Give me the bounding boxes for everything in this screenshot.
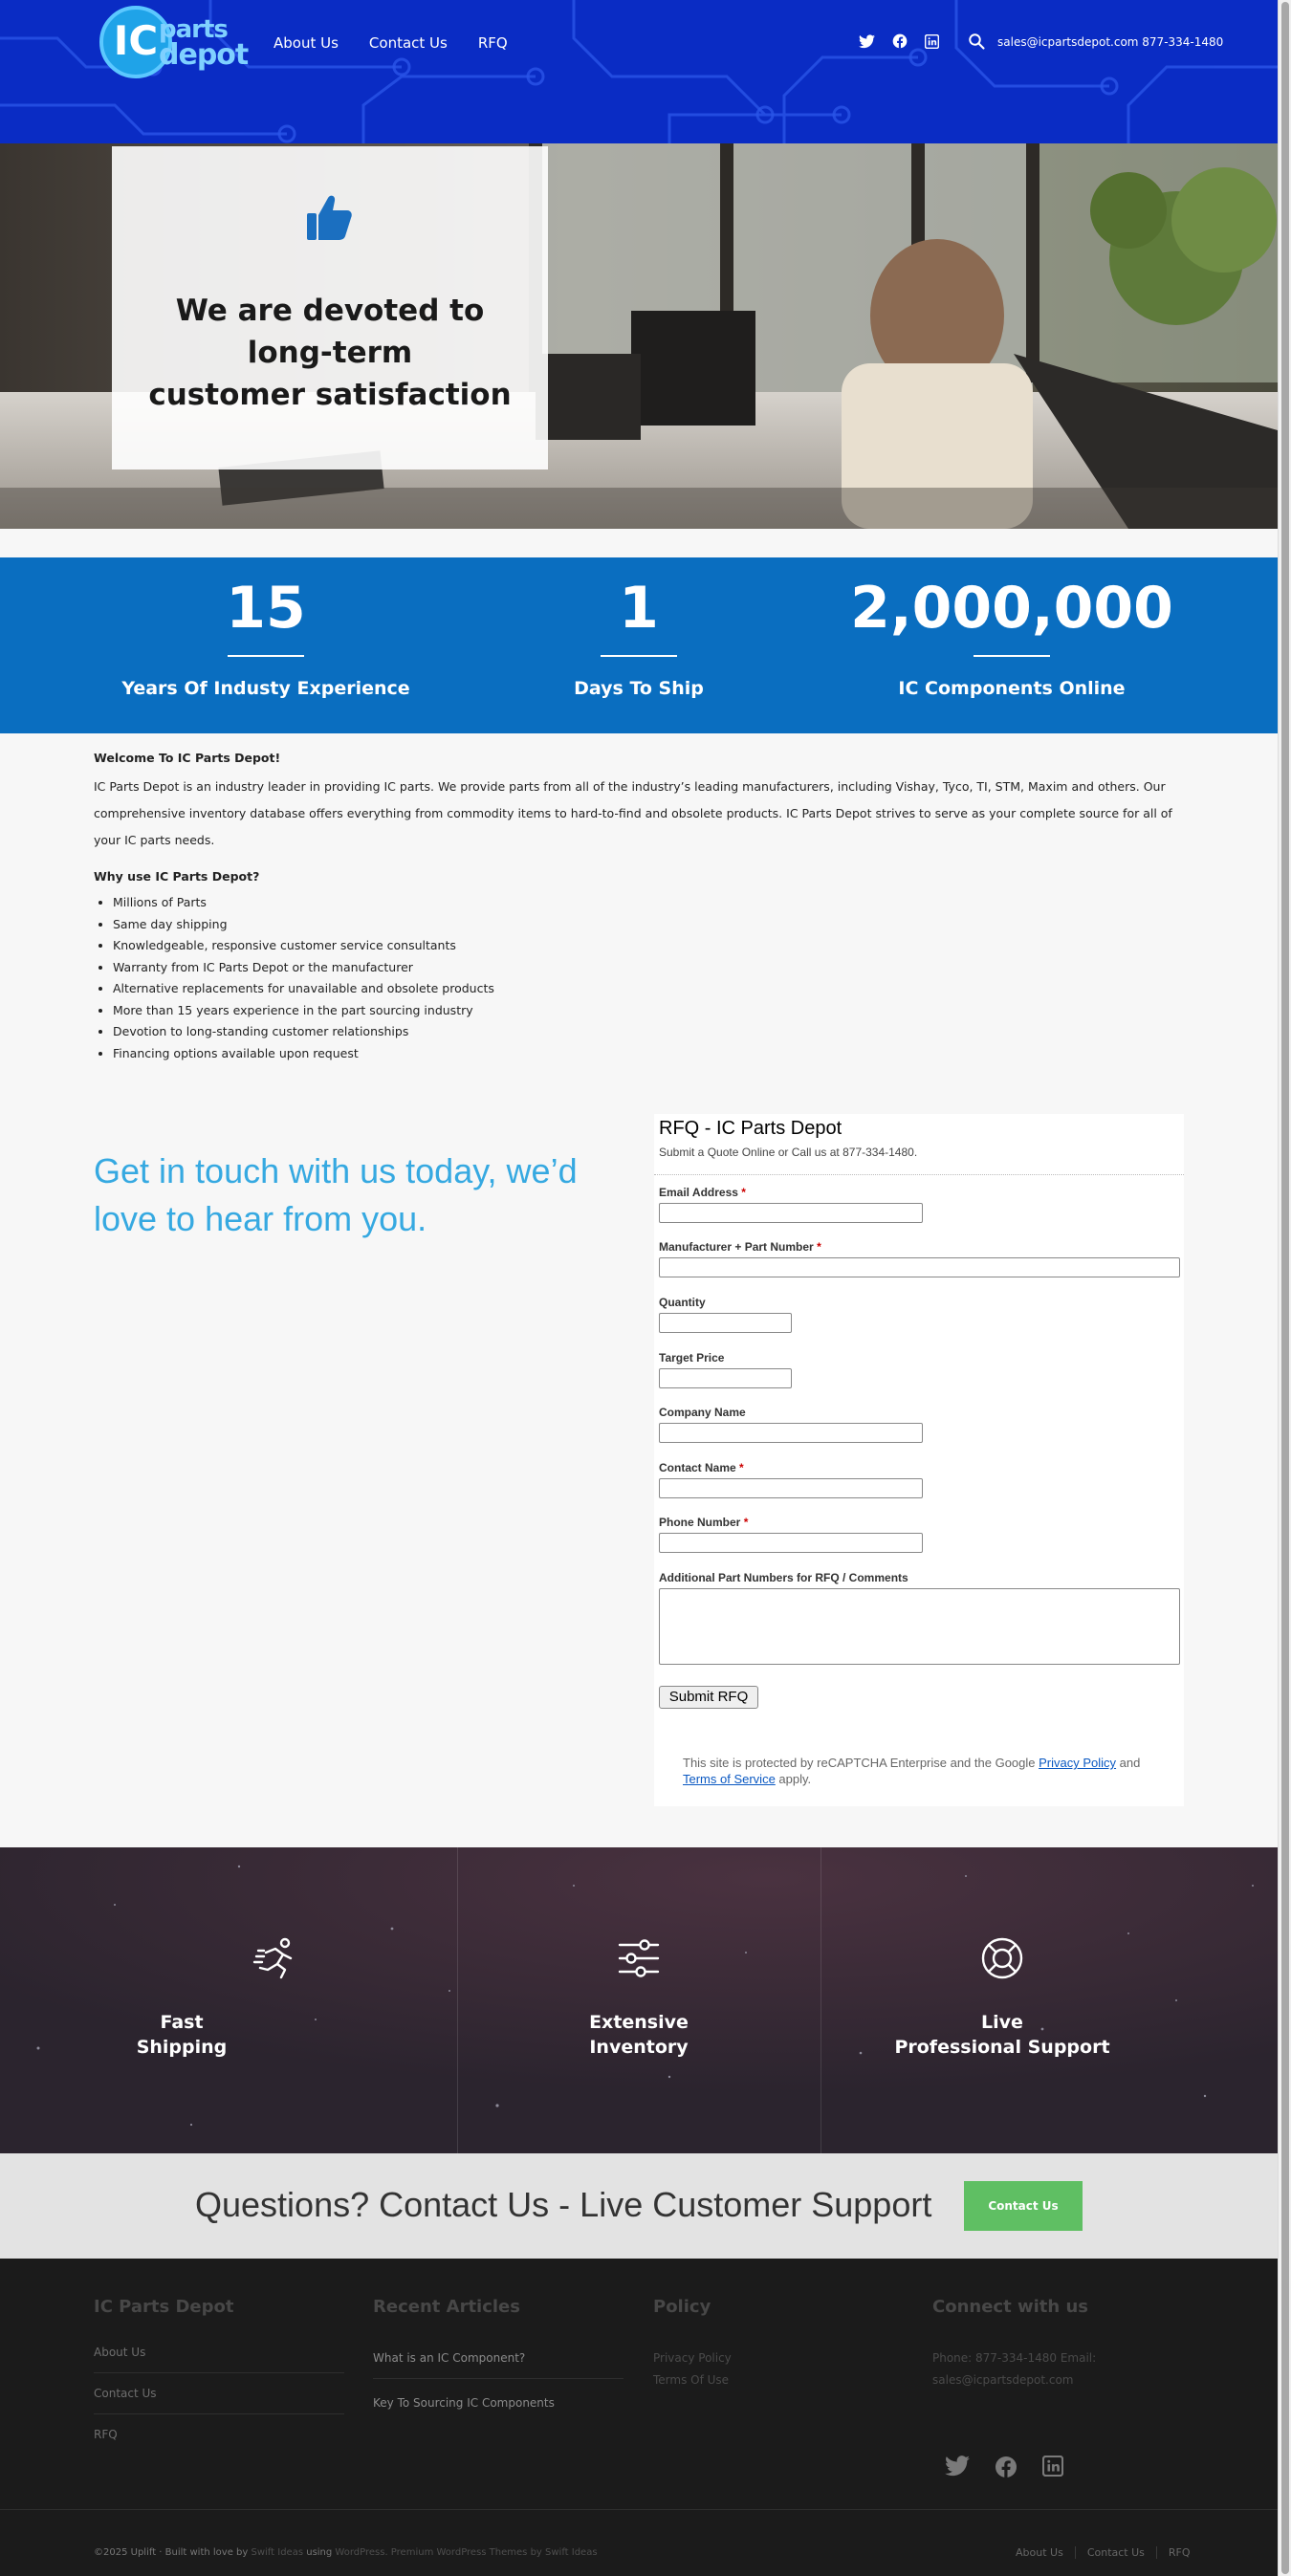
site-footer — [0, 2259, 1278, 2576]
list-item: • Financing options available upon request — [113, 1043, 1184, 1065]
footer-social — [945, 2456, 1063, 2478]
thumbs-up-icon — [305, 192, 353, 242]
submit-rfq-button[interactable]: Submit RFQ — [659, 1686, 758, 1709]
footer-bottom-nav — [1004, 2546, 1202, 2559]
quantity-field — [659, 1296, 792, 1333]
footer-col-connect — [932, 2297, 1183, 2387]
part-number-input[interactable] — [659, 1257, 1180, 1277]
email-field — [659, 1186, 923, 1223]
target-price-field — [659, 1351, 792, 1388]
terms-of-service-link[interactable]: Terms of Service — [683, 1772, 776, 1786]
copyright: ©2025 Uplift · Built with love by Swift Ideas using WordPress. Premium WordPress Themes by Swift Ideas — [94, 2547, 598, 2558]
list-item: • Alternative replacements for unavailable and obsolete products — [113, 978, 1184, 1000]
footer-divider — [0, 2509, 1278, 2510]
list-item: • Devotion to long-standing customer relationships — [113, 1021, 1184, 1043]
footer-link-contact[interactable]: Contact Us — [94, 2387, 157, 2400]
quantity-input[interactable] — [659, 1313, 792, 1333]
running-person-icon — [252, 1935, 298, 1981]
target-price-input[interactable] — [659, 1368, 792, 1388]
welcome-body: IC Parts Depot is an industry leader in providing IC parts. We provide parts from all of the industry’s leading manufacturers, including Vishay, Tyco, TI, STM, Maxim and others. Our comprehensive inventory database offers everything from commodity items to hard-to-find and obsolete products. IC Parts Depot strives to serve as your complete source for all of your IC parts needs. — [94, 779, 1172, 847]
stat-label: Days To Ship — [574, 678, 704, 699]
stat-components — [821, 557, 1203, 699]
site-header — [0, 0, 1278, 143]
stat-label: IC Components Online — [898, 678, 1126, 699]
hero-line-3: customer satisfaction — [148, 378, 512, 412]
twitter-icon[interactable] — [859, 34, 875, 49]
feature-title: Fast Shipping — [136, 2012, 228, 2058]
contact-headline: Get in touch with us today, we’d love to hear from you. — [94, 1151, 578, 1238]
features-band — [0, 1847, 1278, 2153]
footer-heading: IC Parts Depot — [94, 2297, 234, 2317]
field-label: Company Name — [659, 1406, 746, 1419]
search-icon[interactable] — [968, 33, 985, 50]
footer-nav-rfq[interactable]: RFQ — [1156, 2546, 1202, 2559]
footer-link-about[interactable]: About Us — [94, 2346, 146, 2359]
hero-line-2: long-term — [247, 336, 413, 370]
footer-heading: Connect with us — [932, 2297, 1088, 2317]
main-nav — [274, 34, 508, 52]
twitter-icon[interactable] — [945, 2456, 970, 2477]
stat-days — [448, 557, 830, 699]
nav-about-us[interactable]: About Us — [274, 34, 339, 52]
comments-field — [659, 1571, 1180, 1665]
field-label: Phone Number * — [659, 1516, 749, 1529]
company-name-field — [659, 1406, 923, 1443]
footer-article-link[interactable]: What is an IC Component? — [373, 2351, 526, 2365]
comments-textarea[interactable] — [659, 1588, 1180, 1665]
hero-banner — [0, 143, 1278, 529]
why-heading: Why use IC Parts Depot? — [94, 869, 260, 884]
list-item: • Same day shipping — [113, 914, 1184, 936]
stat-value: 15 — [226, 575, 306, 642]
field-label: Email Address * — [659, 1186, 746, 1199]
footer-col-company — [94, 2297, 344, 2441]
welcome-section — [94, 751, 1184, 1064]
header-icons — [859, 33, 985, 50]
feature-extensive-inventory — [457, 1847, 821, 2153]
footer-col-policy — [653, 2297, 904, 2387]
facebook-icon[interactable] — [995, 2456, 1017, 2478]
page-scrollbar[interactable] — [1278, 0, 1291, 2576]
footer-nav-contact[interactable]: Contact Us — [1075, 2546, 1156, 2559]
field-label: Quantity — [659, 1296, 706, 1309]
field-label: Manufacturer + Part Number * — [659, 1240, 821, 1254]
logo[interactable] — [96, 4, 249, 88]
list-item: • Millions of Parts — [113, 892, 1184, 914]
contact-name-field — [659, 1461, 923, 1498]
stat-divider — [601, 655, 677, 657]
stats-band — [0, 557, 1278, 733]
hero-headline — [112, 290, 548, 416]
footer-link-terms[interactable]: Terms Of Use — [653, 2373, 730, 2387]
rfq-divider — [654, 1174, 1184, 1175]
footer-col-articles — [373, 2297, 624, 2410]
stat-value: 1 — [619, 575, 659, 642]
hero-message-card — [112, 146, 548, 469]
nav-rfq[interactable]: RFQ — [477, 34, 508, 52]
linkedin-icon[interactable] — [1042, 2456, 1063, 2477]
lifebuoy-icon — [979, 1935, 1025, 1981]
company-name-input[interactable] — [659, 1423, 923, 1443]
hero-line-1: We are devoted to — [175, 294, 485, 328]
stat-years — [75, 557, 457, 699]
footer-article-link[interactable]: Key To Sourcing IC Components — [373, 2396, 555, 2410]
wordpress-link[interactable]: WordPress — [335, 2547, 385, 2558]
contact-us-button[interactable]: Contact Us — [964, 2181, 1083, 2231]
logo-depot: depot — [159, 38, 249, 72]
feature-fast-shipping — [94, 1847, 457, 2153]
field-label: Contact Name * — [659, 1461, 744, 1474]
part-number-field — [659, 1240, 1180, 1277]
feature-title: Extensive Inventory — [589, 2012, 689, 2058]
stat-label: Years Of Industy Experience — [121, 678, 410, 699]
header-contact[interactable]: sales@icpartsdepot.com 877-334-1480 — [997, 35, 1224, 49]
welcome-heading: Welcome To IC Parts Depot! — [94, 751, 281, 765]
cta-text: Questions? Contact Us - Live Customer Support — [195, 2185, 932, 2224]
list-item: • More than 15 years experience in the part sourcing industry — [113, 1000, 1184, 1022]
footer-phone: Phone: 877-334-1480 Email: — [932, 2351, 1097, 2365]
why-list — [113, 892, 1184, 1064]
feature-title: Live Professional Support — [894, 2012, 1110, 2058]
rfq-subtitle: Submit a Quote Online or Call us at 877-334-1480. — [659, 1146, 918, 1159]
field-label: Additional Part Numbers for RFQ / Comments — [659, 1571, 908, 1584]
field-label: Target Price — [659, 1351, 725, 1364]
footer-heading: Recent Articles — [373, 2297, 520, 2317]
scrollbar-thumb[interactable] — [1281, 2, 1289, 2574]
footer-link-rfq[interactable]: RFQ — [94, 2428, 118, 2441]
footer-link-privacy[interactable]: Privacy Policy — [653, 2351, 732, 2365]
feature-live-support — [821, 1847, 1184, 2153]
rfq-form — [654, 1114, 1184, 1806]
cta-band — [0, 2153, 1278, 2259]
footer-email[interactable]: sales@icpartsdepot.com — [932, 2373, 1074, 2387]
logo-ic: IC — [99, 6, 172, 78]
phone-number-field — [659, 1516, 923, 1553]
email-input[interactable] — [659, 1203, 923, 1223]
list-item: • Knowledgeable, responsive customer service consultants — [113, 935, 1184, 957]
stat-value: 2,000,000 — [850, 575, 1173, 642]
logo-parts: parts — [159, 15, 228, 44]
nav-contact-us[interactable]: Contact Us — [368, 34, 448, 52]
footer-nav-about[interactable]: About Us — [1016, 2546, 1063, 2559]
footer-heading: Policy — [653, 2297, 711, 2317]
stat-divider — [228, 655, 304, 657]
linkedin-icon[interactable] — [925, 34, 939, 49]
privacy-policy-link[interactable]: Privacy Policy — [1039, 1756, 1117, 1770]
recaptcha-notice: This site is protected by reCAPTCHA Enterprise and the Google Privacy Policy and Terms of Service apply. — [683, 1756, 1141, 1786]
contact-name-input[interactable] — [659, 1478, 923, 1498]
stat-divider — [974, 655, 1050, 657]
phone-number-input[interactable] — [659, 1533, 923, 1553]
rfq-title: RFQ - IC Parts Depot — [659, 1118, 842, 1139]
sliders-icon — [616, 1935, 662, 1981]
list-item: • Warranty from IC Parts Depot or the manufacturer — [113, 957, 1184, 979]
author-link[interactable]: Swift Ideas — [251, 2547, 304, 2558]
facebook-icon[interactable] — [892, 33, 908, 49]
